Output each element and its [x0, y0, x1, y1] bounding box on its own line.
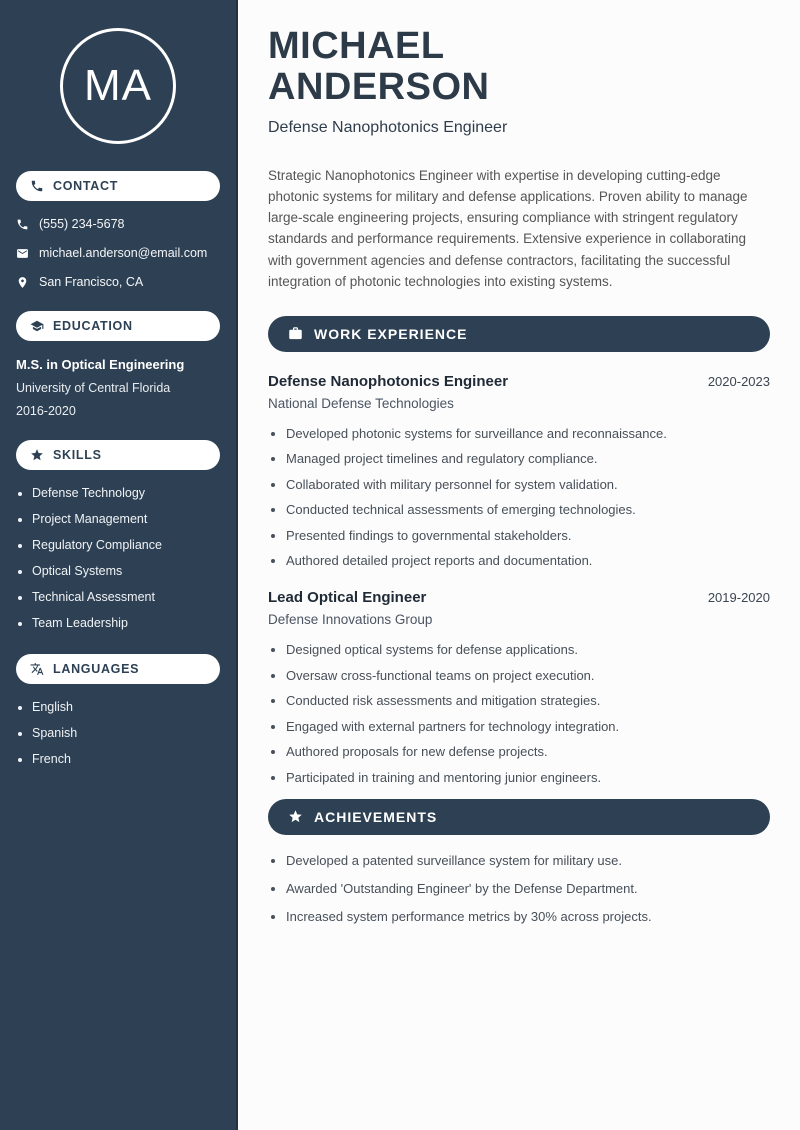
contact-list: [0, 217, 236, 289]
avatar-wrapper: [0, 28, 236, 144]
person-job-title: Defense Nanophotonics Engineer: [268, 119, 508, 137]
achievement-item: • Developed a patented surveillance system for military use.: [286, 853, 770, 868]
job-bullet: • Conducted risk assessments and mitigation strategies.: [286, 693, 770, 708]
translate-icon: [30, 662, 44, 676]
achievements-list: [268, 853, 770, 924]
education-degree: M.S. in Optical Engineering: [16, 357, 185, 372]
contact-location: [16, 275, 220, 289]
person-last-name: ANDERSON: [268, 65, 490, 108]
professional-summary: Strategic Nanophotonics Engineer with expertise in developing cutting-edge photonic systems for military and defense applications. Proven ability to manage large-scale engineering projects, ensuring compliance with stringent regulatory standards and performance requirements. Extensive experience in collaborating with government agencies and defense contractors, facilitating the successful integration of photonic technologies into existing systems.: [268, 168, 748, 289]
job-bullet: • Developed photonic systems for surveillance and reconnaissance.: [286, 426, 770, 441]
job-bullet: • Conducted technical assessments of emerging technologies.: [286, 502, 770, 517]
star-icon: [288, 809, 303, 824]
skill-item: • Regulatory Compliance: [32, 538, 236, 552]
language-item: • English: [32, 700, 236, 714]
job-title: Defense Nanophotonics Engineer: [268, 372, 509, 390]
contact-section-header: [16, 171, 220, 201]
job-company: Defense Innovations Group: [268, 612, 433, 628]
job-bullet: • Oversaw cross-functional teams on project execution.: [286, 668, 770, 683]
job-bullet: • Engaged with external partners for technology integration.: [286, 719, 770, 734]
job-header: [268, 589, 770, 606]
job-entry: [268, 589, 770, 785]
contact-phone: [16, 217, 220, 231]
email-icon: [16, 247, 29, 260]
job-bullet-list: [268, 642, 770, 785]
job-bullet: • Authored proposals for new defense projects.: [286, 744, 770, 759]
languages-list: [0, 700, 236, 766]
job-dates: 2019-2020: [707, 590, 770, 606]
job-bullet: • Presented findings to governmental stakeholders.: [286, 528, 770, 543]
contact-location-text: San Francisco, CA: [39, 275, 144, 289]
job-title: Lead Optical Engineer: [268, 589, 427, 607]
work-experience-header-label: WORK EXPERIENCE: [314, 325, 468, 342]
phone-icon: [30, 179, 44, 193]
contact-email: [16, 246, 220, 260]
briefcase-icon: [288, 326, 303, 341]
job-bullet: • Designed optical systems for defense applications.: [286, 642, 770, 657]
education-entry: [0, 357, 236, 418]
star-icon: [30, 448, 44, 462]
education-dates: 2016-2020: [16, 404, 76, 418]
sidebar: [0, 0, 238, 1130]
achievement-item: • Awarded 'Outstanding Engineer' by the Defense Department.: [286, 881, 770, 896]
work-experience-section-header: [268, 316, 770, 352]
education-section-header: [16, 311, 220, 341]
achievement-item: • Increased system performance metrics by 30% across projects.: [286, 909, 770, 924]
job-dates: 2020-2023: [707, 373, 770, 389]
contact-phone-text: (555) 234-5678: [39, 217, 125, 231]
avatar: [60, 28, 176, 144]
location-pin-icon: [16, 276, 29, 289]
job-bullet: • Participated in training and mentoring junior engineers.: [286, 770, 770, 785]
graduation-cap-icon: [30, 319, 44, 333]
avatar-initials: MA: [84, 61, 152, 110]
job-bullet-list: [268, 426, 770, 569]
skill-item: • Team Leadership: [32, 616, 236, 630]
job-bullet: • Authored detailed project reports and documentation.: [286, 553, 770, 568]
skills-list: [0, 486, 236, 630]
languages-header-label: LANGUAGES: [53, 662, 140, 676]
contact-email-text: michael.anderson@email.com: [39, 246, 208, 260]
job-entry: [268, 373, 770, 569]
skill-item: • Technical Assessment: [32, 590, 236, 604]
phone-icon: [16, 218, 29, 231]
person-name: [268, 26, 770, 107]
contact-header-label: CONTACT: [53, 179, 119, 193]
main-content: [238, 0, 800, 1130]
achievements-section-header: [268, 799, 770, 835]
skills-header-label: SKILLS: [53, 448, 102, 462]
job-company: National Defense Technologies: [268, 395, 454, 411]
language-item: • Spanish: [32, 726, 236, 740]
skill-item: • Defense Technology: [32, 486, 236, 500]
achievements-header-label: ACHIEVEMENTS: [314, 808, 438, 825]
job-header: [268, 373, 770, 390]
skills-section-header: [16, 440, 220, 470]
languages-section-header: [16, 654, 220, 684]
job-bullet: • Managed project timelines and regulatory compliance.: [286, 451, 770, 466]
education-header-label: EDUCATION: [53, 319, 133, 333]
skill-item: • Project Management: [32, 512, 236, 526]
education-school: University of Central Florida: [16, 381, 171, 395]
person-first-name: MICHAEL: [268, 25, 445, 67]
skill-item: • Optical Systems: [32, 564, 236, 578]
language-item: • French: [32, 752, 236, 766]
job-bullet: • Collaborated with military personnel for system validation.: [286, 477, 770, 492]
